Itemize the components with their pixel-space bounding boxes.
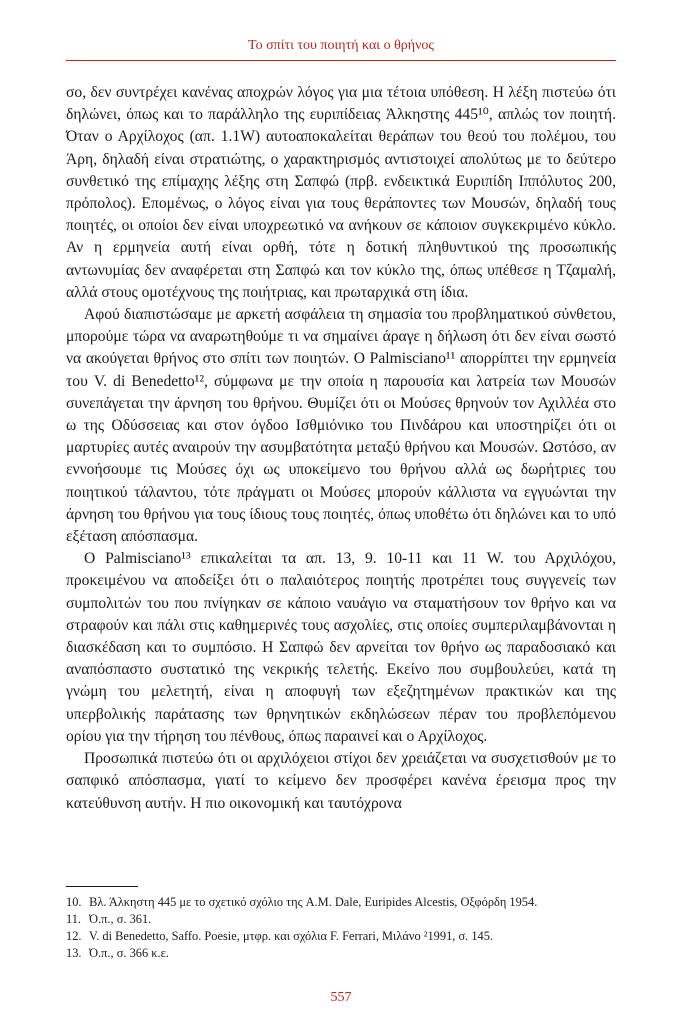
footnote xyxy=(66,928,616,945)
paragraph: Αφού διαπιστώσαμε με αρκετή ασφάλεια τη σημασία του προβληματικού σύνθετου, μπορούμε τώρα να αναρωτηθούμε τι να σημαίνει άραγε η δήλωση ότι δεν είναι σωστό να ακούγεται θρήνος στο σπίτι των ποιητών. Ο Palmisciano¹¹ απορρίπτει την ερμηνεία του V. di Benedetto¹², σύμφωνα με την οποία η παρουσία και λατρεία των Μουσών συνεπάγεται την άρνηση του θρήνου. Θυμίζει ότι οι Μούσες θρηνούν τον Αχιλλέα στο ω της Οδύσσειας και στον όγδοο Ισθμιόνικο του Πινδάρου και υποστηρίζει ότι οι μαρτυρίες αυτές αναιρούν την ασυμβατότητα μεταξύ θρήνου και Μουσών. Ωστόσο, αν εννοήσουμε τις Μούσες όχι ως υποκείμενο του θρήνου αλλά ως δωρήτριες του ποιητικού τάλαντου, τότε πράγματι οι Μούσες μπορούν κάλλιστα να εγγυώνται την άρνηση του θρήνου για τους ίδιους τους ποιητές, όπως υποθέτω ότι δηλώνει και το υπό εξέταση απόσπασμα. xyxy=(66,306,616,546)
paragraph: σο, δεν συντρέχει κανένας αποχρών λόγος για μια τέτοια υπόθεση. Η λέξη πιστεύω ότι δηλώνει, όπως και το παράλληλο της ευριπίδειας Ἀλκηστης 445¹⁰, απλώς τον ποιητή. Όταν ο Αρχίλοχος (απ. 1.1W) αυτοαποκαλείται θεράπων του θεού του πολέμου, του Άρη, δηλαδή είναι στρατιώτης, ο χαρακτηρισμός αντιστοιχεί απολύτως με το δεύτερο συνθετικό της επίμαχης λέξης στη Σαπφώ (πρβ. ενδεικτικά Ευριπίδη Ιππόλυτος 200, πρόπολος). Επομένως, ο λόγος είναι για τους θεράποντες των Μουσών, δηλαδή τους ποιητές, οι οποίοι δεν είναι υποχρεωτικό να ανήκουν σε κάποιον συγκεκριμένο κύκλο. Αν η ερμηνεία αυτή είναι ορθή, τότε η δοτική πληθυντικού της προσωπικής αντωνυμίας δεν αναφέρεται στη Σαπφώ και τον κύκλο της, όπως υπέθεσε η Τζαμαλή, αλλά στους ομοτέχνους της ποιήτριας, και πρωταρχικά στη ίδια. xyxy=(66,84,616,301)
footnote-text: Ό.π., σ. 366 κ.ε. xyxy=(89,946,169,960)
footnote xyxy=(66,945,616,962)
footnote-number: 11. xyxy=(66,912,82,926)
footnote-number: 13. xyxy=(66,946,82,960)
footnote-number: 12. xyxy=(66,929,82,943)
footnote xyxy=(66,894,616,911)
page-number: 557 xyxy=(330,990,352,1005)
footnote-text: Ό.π., σ. 361. xyxy=(89,912,152,926)
footnote-rule xyxy=(66,886,138,887)
paragraph: Ο Palmisciano¹³ επικαλείται τα απ. 13, 9. 10-11 και 11 W. του Αρχιλόχου, προκειμένου να αποδείξει ότι ο παλαιότερος ποιητής προτρέπει τους συγγενείς των συμπολιτών του που πνίγηκαν σε κάποιο ναυάγιο να σταματήσουν τον θρήνο και να στραφούν και πάλι στις καθημερινές τους ασχολίες, στις οποίες συμπεριλαμβάνονται η διασκέδαση και το συμπόσιο. Η Σαπφώ δεν αρνείται τον θρήνο ως παραδοσιακό και αναπόσπαστο συστατικό της νεκρικής τελετής. Εκείνο που συμβουλεύει, κατά τη γνώμη του μελετητή, είναι η αποφυγή των εξεζητημένων πρακτικών και της υπερβολικής παράτασης των θρηνητικών εκδηλώσεων πέραν του προβλεπόμενου ορίου για την τήρηση του πένθους, όπως παραινεί και ο Αρχίλοχος. xyxy=(66,550,616,745)
header-rule xyxy=(66,60,616,61)
paragraph: Προσωπικά πιστεύω ότι οι αρχιλόχειοι στίχοι δεν χρειάζεται να συσχετισθούν με το σαπφικό απόσπασμα, γιατί το κείμενο δεν προσφέρει κανένα έρεισμα προς την κατεύθυνση αυτήν. Η πιο οικονομική και ταυτόχρονα xyxy=(66,750,616,812)
footnote-text: V. di Benedetto, Saffo. Poesie, μτφρ. και σχόλια F. Ferrari, Μιλάνο ²1991, σ. 145. xyxy=(88,929,494,943)
running-head: Το σπίτι του ποιητή και ο θρήνος xyxy=(248,38,434,53)
footnote-number: 10. xyxy=(66,895,82,909)
footnotes xyxy=(66,894,616,962)
body-text xyxy=(66,82,616,815)
footnote-text: Βλ. Άλκηστη 445 με το σχετικό σχόλιο της A.M. Dale, Euripides Alcestis, Οξφόρδη 1954. xyxy=(89,895,538,909)
footnote xyxy=(66,911,616,928)
